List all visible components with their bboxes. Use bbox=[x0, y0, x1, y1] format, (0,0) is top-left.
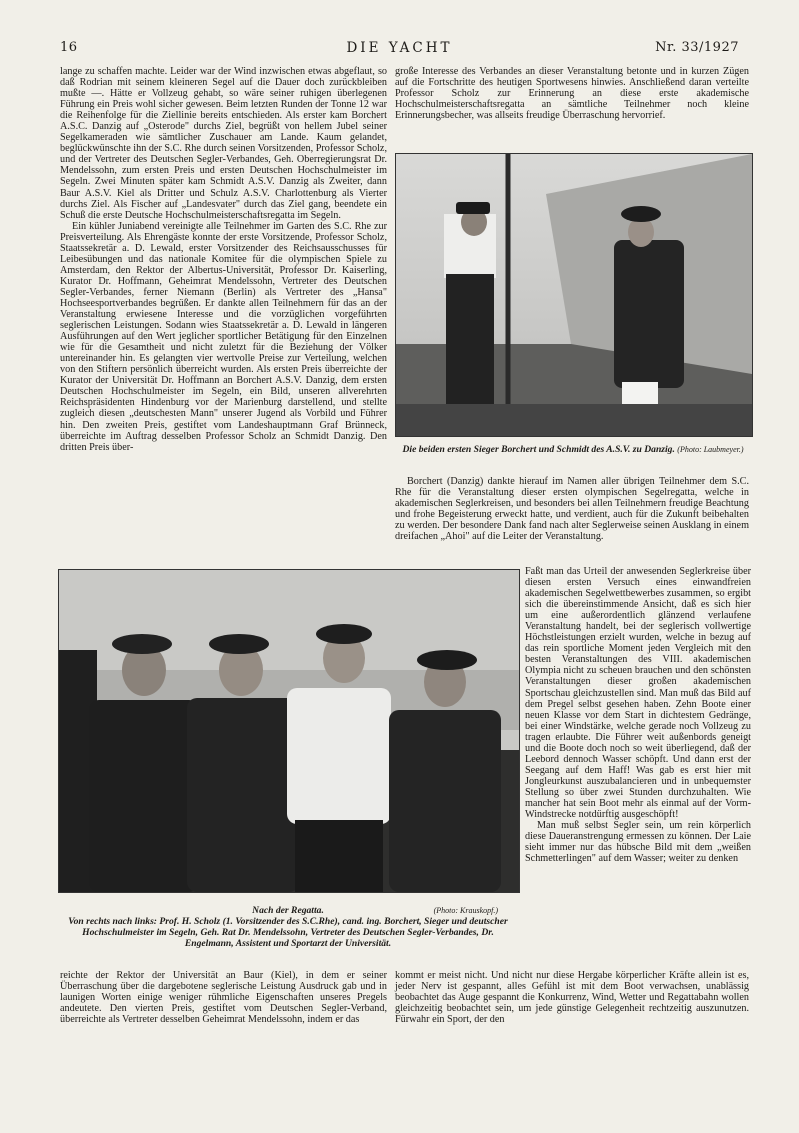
photo2-caption-text: Von rechts nach links: Prof. H. Scholz (1. Vorsitzender des S.C.Rhe), cand. ing. Borchert, Sieger und deutscher Hochschulmeister im Segeln, Geh. Rat Dr. Mendelssohn, Vertreter des Deutschen Segler-Verbandes, Dr. Engelmann, Assistent und Sportarzt der Universität. bbox=[68, 916, 508, 949]
photo2-credit: (Photo: Krauskopf.) bbox=[433, 906, 498, 915]
paragraph: lange zu schaffen machte. Leider war der Wind inzwischen etwas abgeflaut, so daß Rodrian mit seinem kleineren Segel auf die Dauer doch zurückbleiben mußte —. Hätte er Vollzeug gehabt, so wäre seiner ruhigen überlegenen Führung ein Preis wohl sicher gewesen. Beim letzten Runden der Tonne 12 war die Reihenfolge für die Ziellinie bereits entschieden. Als erster kam Borchert A.S.C. Danzig auf „Osterode" durchs Ziel, begrüßt von hellem Jubel seiner Segelkameraden wie sämtlicher Zuschauer am Lande. Kaum gelandet, beglückwünschte ihn der S.C. Rhe durch seinen Vorsitzenden, Professor Scholz, und der Vertreter des Deutschen Segler-Verbandes, Geh. Oberregierungsrat Dr. Mendelssohn, zum ersten Preis und ersten Deutschen Hochschulmeister im Segeln. Zwei Minuten später kam Schmidt A.S.V. Danzig als Zweiter, dann Baur A.S.V. Kiel als Dritter und Schulz A.S.V. Charlottenburg als Vierter durchs Ziel. Als Fischer auf „Landesvater" durch das Ziel gang, beendete ein Schuß die erste Deutsche Hochschulmeisterschaftsregatta im Segeln. bbox=[60, 66, 387, 221]
magazine-title: DIE YACHT bbox=[346, 40, 453, 56]
paragraph: Man muß selbst Segler sein, um rein körperlich diese Daueranstrengung ermessen zu können. Der Laie sieht immer nur das hübsche Bild mit dem „weißen Schmetterlingen" auf dem Wasser; weiter zu denken bbox=[525, 820, 751, 865]
photo1-caption-text: Die beiden ersten Sieger Borchert und Schmidt des A.S.V. zu Danzig. bbox=[402, 444, 675, 455]
photo2-title: Nach der Regatta. bbox=[252, 905, 324, 916]
paragraph: kommt er meist nicht. Und nicht nur diese Hergabe körperlicher Kräfte allein ist es, jeder Nerv ist gespannt, alles Gefühl ist mit dem Boot verwachsen, unablässig beobachtet das Auge gespannt die Konkurrenz, Wind, Wetter und Regattabahn wollen gleichzeitig beobachtet sein, um jede günstige Gelegenheit rechtzeitig auszunutzen. Fürwahr ein Sport, der den bbox=[395, 970, 749, 1026]
paragraph: reichte der Rektor der Universität an Baur (Kiel), in dem er seiner Überraschung über die dargebotene seglerische Leistung Ausdruck gab und in launigen Worten einige weniger rühmliche Eigenschaften unseres Pregels andeutete. Den vierten Preis, gestiftet vom Deutschen Segler-Verband, überreichte als Vertreter desselben Geheimrat Mendelssohn, indem er das bbox=[60, 970, 387, 1026]
photo-two-winners bbox=[395, 153, 753, 437]
paragraph: Faßt man das Urteil der anwesenden Seglerkreise über diesen ersten Versuch eines einwandfreien akademischen Segelwettbewerbes zusammen, so ergibt sich die übereinstimmende Ansicht, daß es sich hier um eine außerordentlich glänzend verlaufene Veranstaltung handelt, bei der seglerisch vollwertige Höchstleistungen erzielt wurden, welche in bezug auf das rein sportliche Moment jeden Vergleich mit den besten Veranstaltungen des VIII. akademischen Olympia nicht zu scheuen brauchen und den schönsten Veranstaltungen dieser großen akademischen Sportschau gleichzustellen sind. Man muß das Bild auf dem Pregel selbst gesehen haben. Zehn Boote einer neuen Klasse vor dem Start in dichtestem Gedränge, bei einer Windstärke, welche gerade noch Vollzeug zu tragen erlaubte. Die Führer weit außenbords geneigt und die Boote doch noch so weit überliegend, daß der Leebord dennoch Wasser schöpft. Und dann erst der Seegang auf dem Haff! Was gab es erst hier mit Jongleurkunst auszubalancieren und in unbequemster Stellung so über zwei Stunden durchzuhalten. Wie mancher hat sein Boot mehr als einmal auf der Vorm-Windstrecke notdürftig ausgeschöpft! bbox=[525, 566, 751, 821]
left-column-text bbox=[60, 66, 387, 453]
right-column-text-bottom bbox=[395, 970, 749, 1025]
page-number: 16 bbox=[60, 40, 78, 55]
right-column-text-top bbox=[395, 66, 749, 121]
paragraph: große Interesse des Verbandes an dieser Veranstaltung betonte und in kurzen Zügen auf die Fortschritte des heutigen Sportwesens hinwies. Anschließend daran verteilte Professor Scholz zur Erinnerung an diese erste akademische Hochschulmeisterschaftsregatta an sämtliche Teilnehmer noch kleine Erinnerungsbecher, was allseits freudige Überraschung hervorrief. bbox=[395, 66, 749, 122]
right-column-text-narrow bbox=[525, 566, 751, 864]
right-column-text-mid bbox=[395, 476, 749, 542]
issue-number: Nr. 33/1927 bbox=[655, 40, 739, 55]
left-column-text-bottom bbox=[60, 970, 387, 1025]
photo1-credit: (Photo: Laubmeyer.) bbox=[677, 445, 744, 454]
paragraph: Ein kühler Juniabend vereinigte alle Teilnehmer im Garten des S.C. Rhe zur Preisverteilung. Als Ehrengäste konnte der erste Vorsitzende, Professor Scholz, Staatssekretär a. D. Lewald, erster Vorsitzender des Reichsausschusses für Leibesübungen und das nationale Komitee für die olympischen Spiele zu Amsterdam, den Rektor der Albertus-Universität, Professor Dr. Kaiserling, Kurator Dr. Hoffmann, Geheimrat Mendelssohn, Vertreter des Deutschen Segler-Verbandes, ferner Niemann (Berlin) als Vertreter des „Hansa" Hochseesportverbandes begrüßen. Er dankte allen Teilnehmern für das an der Veranstaltung erwiesene Interesse und die vorzüglichen vorgeführten seglerischen Leistungen. Sodann wies Staatssekretär a. D. Lewald in längeren Ausführungen auf den Wert jeglicher sportlicher Betätigung für den Einzelnen wie für die Gesamtheit und nicht zuletzt für die Beziehung der Völker untereinander hin. Es gelangten vier wertvolle Preise zur Verteilung, welchen von den Stiftern persönlich überreicht wurden. Als ersten Preis überreichte der Kurator der Universität Dr. Hoffmann an Borchert A.S.V. Danzig, dem ersten Deutschen Hochschulmeister im Segeln, ein Bild, unseren allverehrten Reichspräsidenten Hindenburg vor der Marienburg darstellend, und stellte zugleich diesen „deutschesten Mann" unserer Jugend als Vorbild und Führer hin. Den zweiten Preis, gestiftet vom Landeshauptmann Graf Brünneck, überreichte im Auftrag desselben Professor Scholz an Schmidt Danzig. Den dritten Preis über- bbox=[60, 220, 387, 453]
photo2-caption-line bbox=[58, 905, 518, 916]
photo-after-regatta bbox=[58, 569, 520, 893]
paragraph: Borchert (Danzig) dankte hierauf im Namen aller übrigen Teilnehmer dem S.C. Rhe für die Veranstaltung dieser ersten olympischen Segelregatta, welche in akademischen Seglerkreisen, und besonders bei allen Teilnehmern freudige Beachtung und frohe Begeisterung erweckt hatte, und verdient, auch für die Zukunft beibehalten zu werden. Der besondere Dank fand nach alter Seglerweise seinen Ausklang in einem dreifachen „Ahoi" auf die Leiter der Veranstaltung. bbox=[395, 476, 749, 543]
photo2-caption bbox=[58, 905, 518, 949]
photo1-caption bbox=[395, 444, 751, 455]
